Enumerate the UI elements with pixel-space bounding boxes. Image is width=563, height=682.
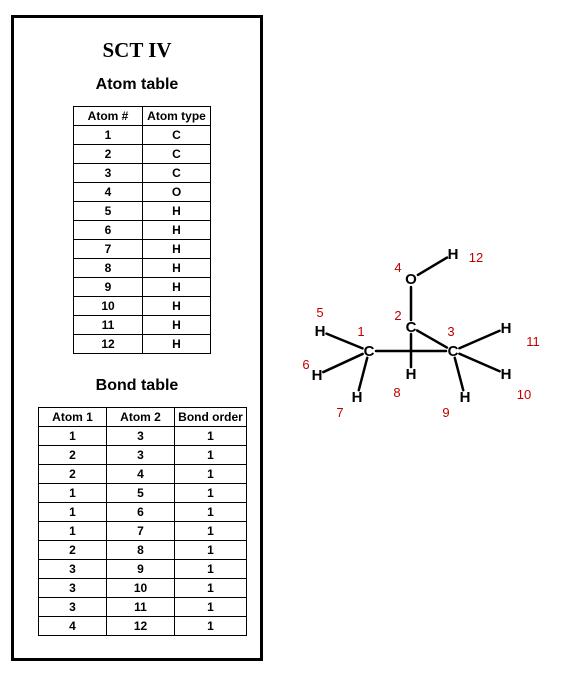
atom-table-cell: 3 [74, 164, 143, 183]
atom-table-cell: H [143, 202, 211, 221]
atom-table-cell: 8 [74, 259, 143, 278]
atom-symbol: H [405, 366, 417, 383]
atom-table-cell: H [143, 297, 211, 316]
bond-table-heading: Bond table [95, 377, 179, 394]
bond-table-cell: 1 [39, 427, 107, 446]
bond-table-cell: 3 [39, 598, 107, 617]
atom-number-label: 4 [394, 260, 402, 275]
atom-symbol: O [405, 271, 417, 288]
atom-table-column-header: Atom # [74, 107, 143, 126]
bond-table-cell: 1 [175, 503, 247, 522]
bond-table-column-header: Atom 1 [39, 408, 107, 427]
panel-title: SCT IV [102, 38, 172, 62]
atom-number-label: 1 [357, 324, 365, 339]
bond-line [459, 331, 499, 348]
bond-table-cell: 1 [175, 617, 247, 636]
atom-number-label: 5 [316, 305, 324, 320]
atom-table-column-header: Atom type [143, 107, 211, 126]
atom-symbol: H [351, 389, 363, 406]
bond-table-cell: 11 [107, 598, 175, 617]
bond-table-cell: 2 [39, 446, 107, 465]
bond-table-column-header: Bond order [175, 408, 247, 427]
bond-table-cell: 4 [107, 465, 175, 484]
bond-table-cell: 3 [107, 446, 175, 465]
atom-table-cell: H [143, 278, 211, 297]
atom-table-cell: 5 [74, 202, 143, 221]
bond-table-cell: 3 [39, 579, 107, 598]
bond-table-cell: 2 [39, 465, 107, 484]
bond-table-cell: 5 [107, 484, 175, 503]
atom-table-heading: Atom table [95, 76, 179, 93]
bond-table-cell: 1 [175, 598, 247, 617]
atom-table-cell: H [143, 335, 211, 354]
atom-symbol: H [500, 366, 512, 383]
bond-line [417, 330, 447, 347]
atom-number-label: 2 [394, 308, 402, 323]
atom-number-label: 12 [468, 250, 484, 265]
atom-table-cell: C [143, 126, 211, 145]
bond-table-cell: 9 [107, 560, 175, 579]
atom-symbol: H [447, 246, 459, 263]
bond-table-cell: 3 [107, 427, 175, 446]
atom-number-label: 6 [302, 357, 310, 372]
atom-number-label: 11 [526, 334, 540, 349]
bond-table-cell: 10 [107, 579, 175, 598]
atom-table-cell: 11 [74, 316, 143, 335]
bond-line [455, 358, 463, 390]
atom-table-cell: 4 [74, 183, 143, 202]
bond-table-cell: 3 [39, 560, 107, 579]
bond-table-cell: 2 [39, 541, 107, 560]
atom-table-cell: 2 [74, 145, 143, 164]
atom-table-cell: 1 [74, 126, 143, 145]
atom-number-label: 9 [442, 405, 450, 420]
atom-symbol: H [500, 320, 512, 337]
bond-table-cell: 7 [107, 522, 175, 541]
atom-table-cell: H [143, 240, 211, 259]
atom-table-cell: C [143, 145, 211, 164]
atom-table-cell: 9 [74, 278, 143, 297]
atom-table-cell: 7 [74, 240, 143, 259]
bond-line [323, 354, 362, 372]
atom-table-cell: C [143, 164, 211, 183]
atom-table-cell: O [143, 183, 211, 202]
atom-symbol: C [405, 319, 417, 336]
atom-table-cell: H [143, 221, 211, 240]
bond-line [418, 258, 447, 275]
atom-table-cell: 10 [74, 297, 143, 316]
atom-table-cell: 12 [74, 335, 143, 354]
bond-table-cell: 1 [175, 427, 247, 446]
atom-symbol: H [311, 367, 323, 384]
atom-table-cell: H [143, 316, 211, 335]
bond-table-cell: 4 [39, 617, 107, 636]
bond-table-cell: 6 [107, 503, 175, 522]
atom-symbol: H [459, 389, 471, 406]
bond-table-cell: 8 [107, 541, 175, 560]
bond-table-cell: 1 [39, 522, 107, 541]
atom-number-label: 7 [336, 405, 344, 420]
atom-table-cell: H [143, 259, 211, 278]
atom-table-cell: 6 [74, 221, 143, 240]
bond-line [359, 358, 367, 390]
atom-number-label: 10 [516, 387, 532, 402]
bond-table-cell: 1 [175, 446, 247, 465]
bond-table-column-header: Atom 2 [107, 408, 175, 427]
atom-symbol: C [447, 343, 459, 360]
atom-number-label: 8 [393, 385, 401, 400]
atom-number-label: 3 [447, 324, 455, 339]
bond-table-cell: 1 [175, 579, 247, 598]
bond-table-cell: 12 [107, 617, 175, 636]
bond-table-cell: 1 [39, 484, 107, 503]
atom-symbol: C [363, 343, 375, 360]
atom-symbol: H [314, 323, 326, 340]
bond-table-cell: 1 [175, 465, 247, 484]
bond-line [459, 354, 499, 371]
bond-table-cell: 1 [175, 484, 247, 503]
bond-table-cell: 1 [175, 541, 247, 560]
bond-table-cell: 1 [175, 560, 247, 579]
bond-table-cell: 1 [175, 522, 247, 541]
bond-table-cell: 1 [39, 503, 107, 522]
